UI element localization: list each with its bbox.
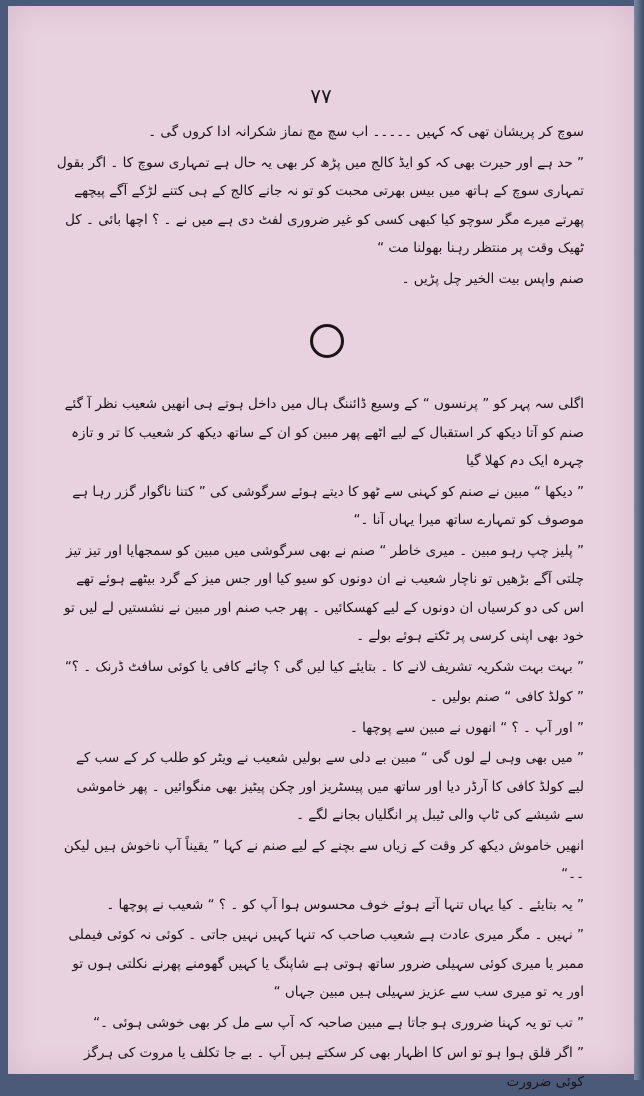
paragraph: ” پلیز چپ رہو مبین ۔ میری خاطر “ صنم نے بھی سرگوشی میں مبین کو سمجھایا اور تیز تیز چلتی آگے بڑھیں تو ناچار شعیب نے ان دونوں کو سیو کیا اور جس میز کے گرد بیٹھے ہوئے تھے اس کی دو کرسیاں ان دونوں کے لیے کھسکائیں ۔ پھر جب صنم اور مبین نے نشستیں لے لیں تو خود بھی اپنی کرسی پر ٹکتے ہوئے بولے ۔ [64, 542, 584, 644]
text-block-top [56, 118, 584, 287]
paragraph: سوچ کر پریشان تھی کہ کہیں ۔۔۔۔۔ اب سچ مچ نماز شکرانہ ادا کروں گی ۔ [148, 124, 584, 140]
paragraph: ” یہ بتایئے ۔ کیا یہاں تنہا آتے ہوئے خوف محسوس ہوا آپ کو ۔ ؟ “ شعیب نے پوچھا ۔ [106, 896, 584, 913]
paragraph: ” اور آپ ۔ ؟ “ انھوں نے مبین سے پوچھا ۔ [349, 719, 584, 736]
paragraph: ” نہیں ۔ مگر میری عادت ہے شعیب صاحب کہ تنہا کہیں نہیں جاتی ۔ کوئی نہ کوئی فیملی ممبر یا میری کوئی سہیلی ضرور ساتھ ہوتی ہے شاپنگ یا کہیں گھومنے پھرنے نکلتی ہوں تو اور یہ تو میری سب سے عزیز سہیلی ہیں مبین جہاں “ [68, 927, 584, 1000]
paragraph: ” میں بھی وہی لے لوں گی “ مبین بے دلی سے بولیں شعیب نے ویٹر کو طلب کر کے سب کے لیے کولڈ کافی کا آرڈر دیا اور ساتھ میں پیسٹریز اور چکن پیٹیز بھی منگوائیں ۔ پھر خاموشی سے شیشے کی ٹاپ والی ٹیبل پر انگلیاں بجانے لگے ۔ [75, 750, 584, 823]
paragraph: ” تب تو یہ کہنا ضروری ہو جاتا ہے مبین صاحبہ کہ آپ سے مل کر بھی خوشی ہوئی ۔“ [93, 1014, 584, 1031]
paragraph: ” حد ہے اور حیرت بھی کہ کو ایڈ کالج میں پڑھ کر بھی یہ حال ہے تمہاری سوچ کا ۔ اگر بقول تمہاری سوچ کے ہاتھ میں بیس بھرتی محبت کو تو نہ جانے کالج کے ہی کتنے لڑکے آگے پیچھے پھرتے میرے مگر سوچو کیا کبھی کسی کو غیر ضروری لفٹ دی ہے میں نے ۔ ؟ اچھا بائی ۔ کل ٹھیک وقت پر منتظر رہنا بھولنا مت “ [56, 154, 584, 256]
book-page [8, 6, 634, 1090]
paragraph: اگلی سہ پہر کو ” پرنسوں “ کے وسیع ڈائننگ ہال میں داخل ہوتے ہی انھیں شعیب نظر آ گئے صنم کو آتا دیکھ کر استقبال کے لیے اٹھے پھر مبین کو ان کے ساتھ دیکھ کر شعیب کا تر و تازہ چہرہ ایک دم کھلا گیا [64, 396, 584, 469]
section-divider-circle [310, 324, 344, 358]
text-block-main [56, 390, 584, 1090]
paragraph: ” اگر قلق ہوا ہو تو اس کا اظہار بھی کر سکتے ہیں آپ ۔ بے جا تکلف یا مروت کی ہرگز کوئی ضرورت [84, 1045, 584, 1090]
paragraph: ” بہت بہت شکریہ تشریف لانے کا ۔ بتایئے کیا لیں گی ؟ چائے کافی یا کوئی سافٹ ڈرنک ۔ ؟“ [64, 658, 584, 675]
book-spine-edge [634, 0, 644, 1080]
page-number: ٧٧ [310, 84, 332, 108]
paragraph: صنم واپس بیت الخیر چل پڑیں ۔ [401, 270, 584, 287]
paragraph: ” کولڈ کافی “ صنم بولیں ۔ [429, 689, 584, 705]
paragraph: انھیں خاموش دیکھ کر وقت کے زیاں سے بچنے کے لیے صنم نے کہا ” یقیناً آپ ناخوش ہیں لیکن ۔۔“ [63, 837, 584, 882]
paragraph: ” دیکھا “ مبین نے صنم کو کہنی سے ٹھو کا دیتے ہوئے سرگوشی کی ” کتنا ناگوار گزر رہا ہے موصوف کو تمہارے ساتھ میرا یہاں آنا ۔“ [72, 483, 584, 528]
